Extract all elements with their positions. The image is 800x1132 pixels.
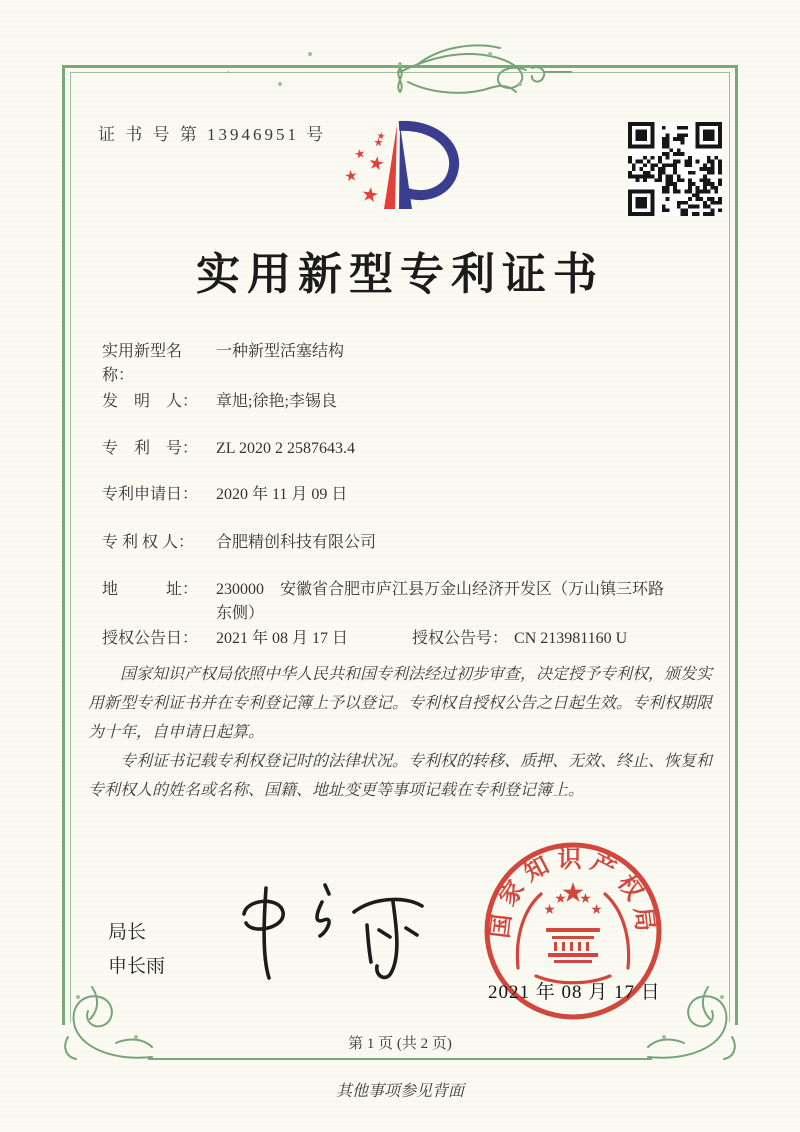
field-label: 专 利 权 人：	[102, 534, 195, 551]
legal-text-block	[88, 660, 714, 805]
bottom-left-flourish-icon	[48, 985, 160, 1065]
seal-arc-text: 国家知识产权局	[487, 846, 659, 940]
qr-code	[628, 122, 722, 216]
field-label: 发 明 人：	[102, 393, 199, 410]
back-side-note: 其他事项参见背面	[335, 1083, 464, 1100]
field-value: 2020 年 11 月 09 日	[216, 486, 348, 503]
frame-left-thin-line	[70, 72, 71, 1022]
field-value: ZL 2020 2 2587643.4	[216, 440, 355, 457]
legal-paragraph: 国家知识产权局依照中华人民共和国专利法经过初步审查，决定授予专利权，颁发实用新型专利证书并在专利登记簿上予以登记。专利权自授权公告之日起生效。专利权期限为十年，自申请日起算。	[88, 666, 713, 741]
field-value: CN 213981160 U	[514, 630, 628, 647]
field-row-inventors	[102, 390, 722, 414]
field-value: 一种新型活塞结构	[216, 343, 345, 360]
handwritten-signature-icon	[228, 872, 443, 987]
field-row-utility-model-name	[102, 340, 722, 388]
director-name: 申长雨	[108, 956, 166, 977]
field-label: 实用新型名称：	[102, 343, 183, 384]
certificate-number: 证 书 号 第 13946951 号	[98, 125, 327, 144]
field-label: 授权公告号：	[412, 630, 509, 647]
field-value: 2021 年 08 月 17 日	[216, 630, 349, 647]
field-row-patent-number	[102, 437, 722, 461]
field-row-grant-info	[102, 627, 722, 651]
field-value: 章旭;徐艳;李锡良	[216, 393, 337, 410]
director-title-label: 局长	[108, 922, 147, 943]
legal-paragraph: 专利证书记载专利权登记时的法律状况。专利权的转移、质押、无效、终止、恢复和专利权人的姓名或名称、国籍、地址变更等事项记载在专利登记簿上。	[88, 753, 713, 799]
frame-right-line	[735, 65, 738, 1025]
field-label: 专利申请日：	[102, 486, 199, 503]
field-row-filing-date	[102, 483, 722, 507]
seal-date: 2021 年 08 月 17 日	[488, 982, 661, 1003]
frame-right-thin-line	[729, 72, 730, 1022]
field-label: 地 址：	[102, 581, 199, 598]
field-label: 专 利 号：	[102, 440, 199, 457]
field-row-patentee	[102, 531, 722, 555]
certificate-title: 实用新型专利证书	[196, 250, 604, 299]
field-label: 授权公告日：	[102, 630, 199, 647]
frame-bottom-line	[148, 1058, 652, 1060]
field-value: 230000 安徽省合肥市庐江县万金山经济开发区（万山镇三环路东侧）	[216, 581, 665, 622]
field-value: 合肥精创科技有限公司	[216, 534, 377, 551]
top-scroll-ornament-icon	[228, 38, 572, 106]
field-row-address	[102, 578, 722, 626]
frame-left-line	[62, 65, 65, 1025]
cnipa-logo-icon	[335, 112, 465, 217]
page-number: 第 1 页 (共 2 页)	[348, 1036, 452, 1052]
